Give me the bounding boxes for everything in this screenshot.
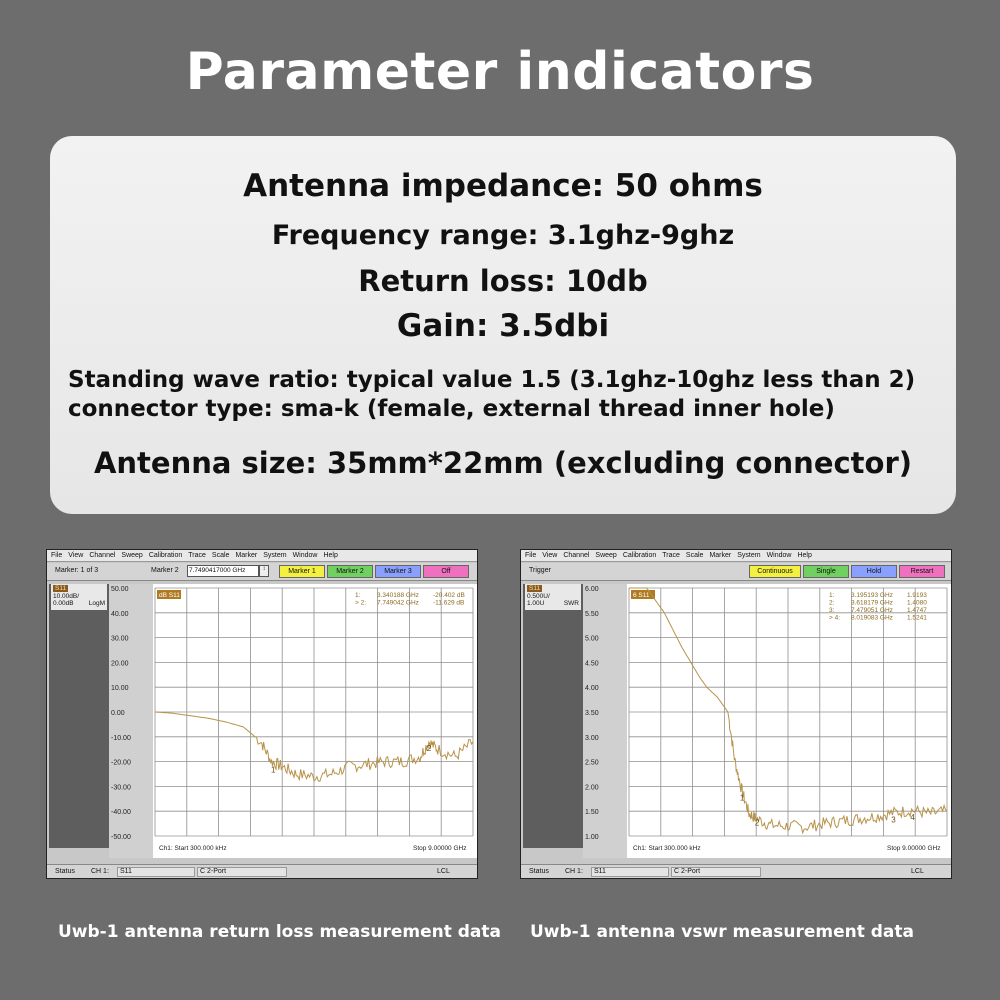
channel-label: CH 1: xyxy=(565,868,583,875)
page-title: Parameter indicators xyxy=(185,42,815,102)
menu-marker[interactable]: Marker xyxy=(235,552,258,559)
readout-frequency: 3.618179 GHz xyxy=(851,599,893,607)
menu-trace[interactable]: Trace xyxy=(188,552,206,559)
menu-view[interactable]: View xyxy=(542,552,558,559)
sweep-start: Ch1: Start 300.000 kHz xyxy=(159,845,227,852)
readout-value: 1.4747 xyxy=(907,607,927,614)
y-tick-label: 20.00 xyxy=(111,660,129,668)
menu-scale[interactable]: Scale xyxy=(685,552,704,559)
status-bar xyxy=(47,864,477,878)
y-tick-label: 30.00 xyxy=(111,635,129,643)
readout-value: 1.9193 xyxy=(907,592,927,599)
single-button[interactable]: Single xyxy=(803,565,849,578)
y-axis-panel xyxy=(109,584,153,858)
trace-name: S11 xyxy=(529,585,541,592)
y-tick-label: 1.00 xyxy=(585,834,599,841)
vna-window-vswr xyxy=(520,549,952,879)
menu-trace[interactable]: Trace xyxy=(662,552,680,559)
continuous-button[interactable]: Continuous xyxy=(749,565,801,578)
return-loss-plot xyxy=(109,584,477,858)
y-tick-label: -10.00 xyxy=(111,734,131,742)
marker-name-label: Marker 2 xyxy=(151,567,179,574)
sweep-stop: Stop 9.00000 GHz xyxy=(887,845,941,852)
menu-channel[interactable]: Channel xyxy=(563,552,590,559)
caption-vswr: Uwb-1 antenna vswr measurement data xyxy=(530,922,914,942)
readout-frequency: 8.019083 GHz xyxy=(851,614,893,622)
y-tick-label: -50.00 xyxy=(111,834,131,841)
readout-id: > 2: xyxy=(355,599,367,607)
y-tick-label: 10.00 xyxy=(111,685,129,693)
spec-vswr-connector: Standing wave ratio: typical value 1.5 (3.1ghz-10ghz less than 2) connector type: sma-k (female, external thread inner hole) xyxy=(68,367,916,422)
trigger-label: Trigger xyxy=(529,567,551,574)
trace-name: S11 xyxy=(55,585,67,592)
y-tick-label: 3.50 xyxy=(585,710,599,717)
status-label: Status xyxy=(55,868,75,875)
menu-calibration[interactable]: Calibration xyxy=(622,552,657,559)
trace-info[interactable] xyxy=(525,584,581,610)
menu-file[interactable]: File xyxy=(525,552,537,559)
sweep-stop: Stop 9.00000 GHz xyxy=(413,845,467,852)
spec-size: Antenna size: 35mm*22mm (excluding connector) xyxy=(93,446,913,480)
menu-scale[interactable]: Scale xyxy=(211,552,230,559)
readout-frequency: 3.340188 GHz xyxy=(377,592,419,599)
trace-ref: 0.00dB xyxy=(53,600,74,607)
y-tick-label: -20.00 xyxy=(111,759,131,767)
vna-window-return-loss xyxy=(46,549,478,879)
y-tick-label: -40.00 xyxy=(111,809,131,817)
marker-3-button[interactable]: Marker 3 xyxy=(375,565,421,578)
readout-value: 1.4080 xyxy=(907,599,927,607)
vswr-plot xyxy=(583,584,951,858)
trace-format: SWR xyxy=(563,600,579,607)
spec-frequency: Frequency range: 3.1ghz-9ghz xyxy=(271,220,735,251)
y-tick-label: 4.00 xyxy=(585,685,599,693)
status-bar xyxy=(521,864,951,878)
spinner-icon[interactable]: ↕ xyxy=(259,565,269,577)
y-tick-label: 5.50 xyxy=(585,610,599,618)
y-tick-label: 0.00 xyxy=(111,710,125,717)
marker-2-button[interactable]: Marker 2 xyxy=(327,565,373,578)
trace-format: LogM xyxy=(88,600,105,607)
caption-return-loss: Uwb-1 antenna return loss measurement data xyxy=(58,922,501,942)
trigger-toolbar xyxy=(521,563,951,581)
marker-label: 1 xyxy=(739,793,745,803)
menu-help[interactable]: Help xyxy=(797,552,812,559)
spec-card xyxy=(50,136,956,514)
readout-frequency: 3.195193 GHz xyxy=(851,592,893,599)
readout-id: 2: xyxy=(829,599,835,607)
trace-info[interactable] xyxy=(51,584,107,610)
sweep-start: Ch1: Start 300.000 kHz xyxy=(633,845,701,852)
param-field: S11 xyxy=(117,867,195,877)
y-tick-label: 2.00 xyxy=(585,784,599,792)
spec-return-loss: Return loss: 10db xyxy=(358,264,648,298)
y-axis-panel xyxy=(583,584,627,858)
cal-field: C 2-Port xyxy=(671,867,761,877)
menu-sweep[interactable]: Sweep xyxy=(595,552,617,559)
y-tick-label: 3.00 xyxy=(585,734,599,742)
lcl-label: LCL xyxy=(911,868,924,875)
trace-tag-label: 6 S11 xyxy=(633,592,650,599)
trace-ref: 1.00U xyxy=(527,600,545,607)
menu-window[interactable]: Window xyxy=(766,552,792,559)
y-tick-label: 40.00 xyxy=(111,610,129,618)
readout-frequency: 7.749042 GHz xyxy=(377,599,419,607)
spec-gain: Gain: 3.5dbi xyxy=(396,308,610,344)
marker-count-label: Marker: 1 of 3 xyxy=(55,567,99,574)
readout-value: -20.402 dB xyxy=(433,592,465,599)
menu-sweep[interactable]: Sweep xyxy=(121,552,143,559)
spec-impedance: Antenna impedance: 50 ohms xyxy=(243,168,763,204)
y-tick-label: 5.00 xyxy=(585,635,599,643)
trace-panel xyxy=(523,584,583,848)
marker-label: 2 xyxy=(426,743,432,753)
plot-background xyxy=(109,584,477,858)
trace-scale: 0.500U/ xyxy=(527,592,550,600)
y-tick-label: 4.50 xyxy=(585,660,599,668)
readout-id: 1: xyxy=(355,592,361,599)
readout-frequency: 7.479051 GHz xyxy=(851,607,893,614)
menu-file[interactable]: File xyxy=(51,552,63,559)
trace-scale: 10.00dB/ xyxy=(53,592,80,600)
y-tick-label: 6.00 xyxy=(585,586,599,593)
trace-panel xyxy=(49,584,109,848)
menu-view[interactable]: View xyxy=(68,552,84,559)
marker-label: 2 xyxy=(754,818,760,828)
menu-help[interactable]: Help xyxy=(323,552,338,559)
return-loss-chart xyxy=(109,584,477,858)
menu-system[interactable]: System xyxy=(737,552,761,559)
y-tick-label: 2.50 xyxy=(585,759,599,767)
menu-system[interactable]: System xyxy=(263,552,287,559)
menu-channel[interactable]: Channel xyxy=(89,552,116,559)
menu-bar xyxy=(521,550,951,562)
menu-bar xyxy=(47,550,477,562)
trace-tag-label: dB S11 xyxy=(159,592,180,599)
y-tick-label: -30.00 xyxy=(111,784,131,792)
param-field: S11 xyxy=(591,867,669,877)
marker-label: 3 xyxy=(891,815,896,825)
hold-button[interactable]: Hold xyxy=(851,565,897,578)
marker-off-button[interactable]: Off xyxy=(423,565,469,578)
lcl-label: LCL xyxy=(437,868,450,875)
cal-field: C 2-Port xyxy=(197,867,287,877)
y-tick-label: 1.50 xyxy=(585,809,599,817)
channel-label: CH 1: xyxy=(91,868,109,875)
menu-marker[interactable]: Marker xyxy=(709,552,732,559)
readout-id: 3: xyxy=(829,607,835,614)
readout-id: > 4: xyxy=(829,614,841,622)
y-tick-label: 50.00 xyxy=(111,586,129,593)
menu-calibration[interactable]: Calibration xyxy=(148,552,183,559)
menu-window[interactable]: Window xyxy=(292,552,318,559)
status-label: Status xyxy=(529,868,549,875)
readout-value: -11.629 dB xyxy=(433,599,465,607)
marker-toolbar xyxy=(47,563,477,581)
readout-id: 1: xyxy=(829,592,835,599)
plot-background xyxy=(583,584,951,858)
readout-value: 1.5241 xyxy=(907,614,927,622)
restart-button[interactable]: Restart xyxy=(899,565,945,578)
marker-label: 4 xyxy=(910,813,915,823)
vswr-chart xyxy=(583,584,951,858)
marker-label: 1 xyxy=(271,765,276,775)
marker-1-button[interactable]: Marker 1 xyxy=(279,565,325,578)
marker-frequency-input[interactable]: 7.7490417000 GHz xyxy=(187,565,259,577)
